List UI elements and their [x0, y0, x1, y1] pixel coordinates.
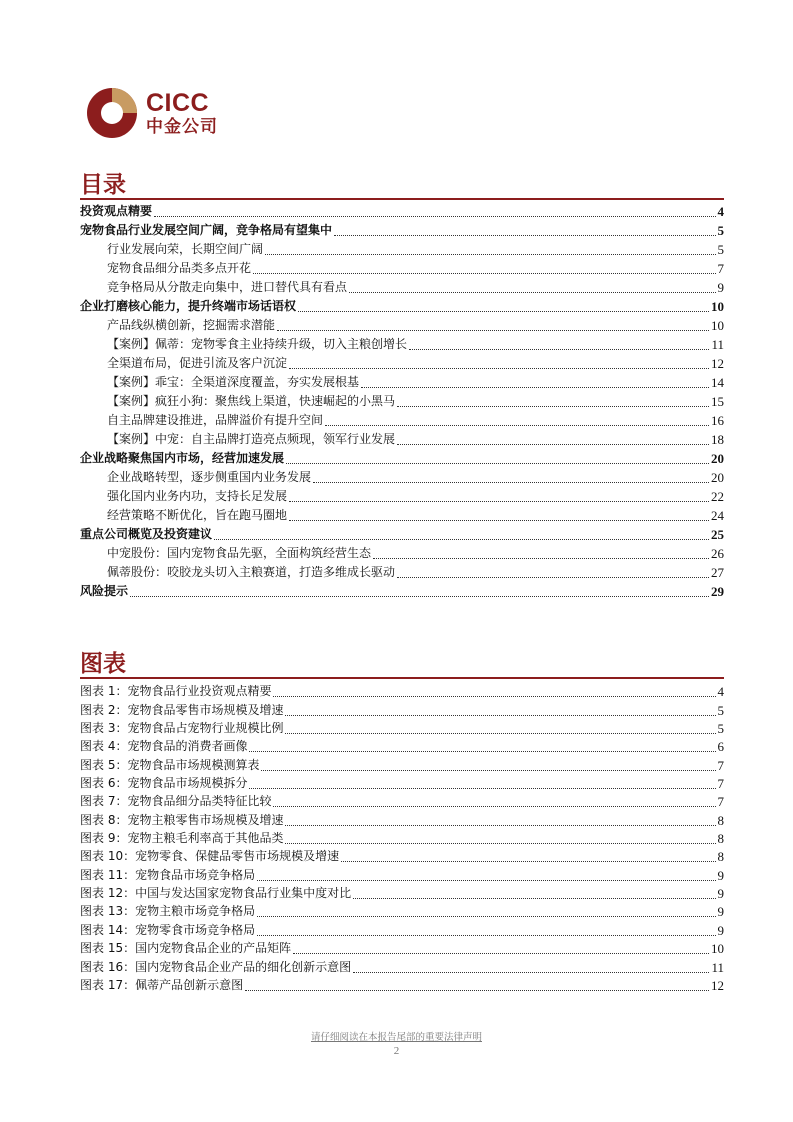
entry-label: 产品线纵横创新，挖掘需求潜能 [107, 318, 276, 332]
toc-chapter-entry[interactable] [80, 295, 724, 314]
entry-page-number: 26 [711, 546, 724, 561]
entry-label: 佩蒂股份：咬胶龙头切入主粮赛道，打造多维成长驱动 [107, 565, 396, 579]
toc-section-entry[interactable] [80, 485, 724, 504]
dot-leader [245, 989, 709, 991]
dot-leader [341, 860, 715, 862]
entry-label: 图表 15：国内宠物食品企业的产品矩阵 [80, 941, 292, 956]
toc-section-entry[interactable] [80, 542, 724, 561]
figure-list-entry[interactable] [80, 718, 724, 736]
entry-label: 行业发展向荣，长期空间广阔 [107, 242, 264, 256]
figure-list-entry[interactable] [80, 791, 724, 809]
dot-leader [273, 695, 715, 697]
entry-page-number: 9 [717, 867, 724, 883]
entry-label: 图表 4：宠物食品的消费者画像 [80, 739, 248, 754]
entry-page-number: 10 [711, 941, 724, 957]
entry-label: 企业战略聚焦国内市场，经营加速发展 [80, 451, 285, 465]
figure-list-entry[interactable] [80, 754, 724, 772]
dot-leader [130, 595, 709, 597]
entry-label: 自主品牌建设推进，品牌溢价有提升空间 [107, 413, 324, 427]
entry-label: 图表 12：中国与发达国家宠物食品行业集中度对比 [80, 886, 352, 901]
figures-title: 图表 [80, 651, 126, 677]
entry-label: 宠物食品行业发展空间广阔，竞争格局有望集中 [80, 223, 333, 237]
dot-leader [349, 291, 715, 293]
entry-page-number: 20 [711, 451, 724, 466]
cicc-logo-icon [86, 87, 138, 139]
dot-leader [265, 253, 715, 255]
figure-list-entry[interactable] [80, 975, 724, 993]
entry-page-number: 5 [717, 702, 724, 718]
entry-page-number: 7 [717, 794, 724, 810]
entry-label: 【案例】疯狂小狗：聚焦线上渠道，快速崛起的小黑马 [107, 394, 396, 408]
entry-page-number: 9 [717, 280, 724, 295]
entry-page-number: 18 [711, 432, 724, 447]
entry-page-number: 5 [717, 242, 724, 257]
entry-label: 宠物食品细分品类多点开花 [107, 261, 252, 275]
entry-page-number: 9 [717, 922, 724, 938]
toc-section-entry[interactable] [80, 466, 724, 485]
dot-leader [289, 500, 709, 502]
entry-page-number: 25 [711, 527, 724, 542]
entry-label: 图表 7：宠物食品细分品类特征比较 [80, 794, 272, 809]
toc-section-entry[interactable] [80, 257, 724, 276]
entry-label: 【案例】佩蒂：宠物零食主业持续升级，切入主粮创增长 [107, 337, 408, 351]
entry-page-number: 10 [711, 318, 724, 333]
entry-page-number: 11 [711, 337, 724, 352]
dot-leader [361, 386, 709, 388]
toc-chapter-entry[interactable] [80, 200, 724, 219]
entry-label: 图表 13：宠物主粮市场竞争格局 [80, 904, 256, 919]
entry-page-number: 7 [717, 776, 724, 792]
dot-leader [261, 769, 715, 771]
figures-title-rule [80, 677, 724, 679]
entry-label: 图表 11：宠物食品市场竞争格局 [80, 867, 256, 882]
toc-section-entry[interactable] [80, 504, 724, 523]
figure-list-entry[interactable] [80, 956, 724, 974]
entry-page-number: 11 [711, 959, 724, 975]
entry-label: 图表 3：宠物食品占宠物行业规模比例 [80, 721, 284, 736]
dot-leader [253, 272, 715, 274]
entry-label: 图表 2：宠物食品零售市场规模及增速 [80, 702, 284, 717]
cicc-logo [86, 87, 218, 139]
entry-page-number: 8 [717, 849, 724, 865]
toc-chapter-entry[interactable] [80, 447, 724, 466]
dot-leader [277, 329, 709, 331]
dot-leader [249, 787, 715, 789]
entry-page-number: 12 [711, 977, 724, 993]
dot-leader [397, 405, 709, 407]
entry-page-number: 8 [717, 831, 724, 847]
dot-leader [257, 934, 715, 936]
entry-label: 投资观点精要 [80, 204, 153, 218]
entry-label: 图表 14：宠物零食市场竞争格局 [80, 922, 256, 937]
dot-leader [273, 805, 715, 807]
toc-section-entry[interactable] [80, 371, 724, 390]
dot-leader [293, 952, 709, 954]
entry-page-number: 5 [717, 223, 724, 238]
dot-leader [214, 538, 709, 540]
entry-label: 强化国内业务内功，支持长足发展 [107, 489, 288, 503]
dot-leader [249, 750, 715, 752]
entry-label: 图表 10：宠物零食、保健品零售市场规模及增速 [80, 849, 340, 864]
entry-page-number: 14 [711, 375, 724, 390]
page-number: 2 [393, 1045, 400, 1057]
entry-page-number: 29 [711, 584, 724, 599]
toc-section-entry[interactable] [80, 238, 724, 257]
entry-page-number: 9 [717, 886, 724, 902]
dot-leader [285, 824, 715, 826]
entry-page-number: 8 [717, 812, 724, 828]
entry-label: 图表 6：宠物食品市场规模拆分 [80, 776, 248, 791]
figure-list-entry[interactable] [80, 736, 724, 754]
figure-list-entry[interactable] [80, 846, 724, 864]
dot-leader [285, 732, 715, 734]
entry-page-number: 9 [717, 904, 724, 920]
toc-chapter-entry[interactable] [80, 523, 724, 542]
entry-label: 图表 16：国内宠物食品企业产品的细化创新示意图 [80, 959, 352, 974]
dot-leader [289, 367, 709, 369]
entry-label: 企业打磨核心能力，提升终端市场话语权 [80, 299, 297, 313]
toc-section-entry[interactable] [80, 428, 724, 447]
toc-section-entry[interactable] [80, 333, 724, 352]
dot-leader [313, 481, 709, 483]
dot-leader [353, 897, 715, 899]
dot-leader [353, 971, 709, 973]
toc-chapter-entry[interactable] [80, 580, 724, 599]
entry-page-number: 10 [711, 299, 724, 314]
entry-page-number: 20 [711, 470, 724, 485]
entry-label: 图表 5：宠物食品市场规模测算表 [80, 757, 260, 772]
figure-list-entry[interactable] [80, 828, 724, 846]
entry-label: 图表 1：宠物食品行业投资观点精要 [80, 684, 272, 699]
entry-page-number: 15 [711, 394, 724, 409]
dot-leader [397, 443, 709, 445]
logo-english: CICC [146, 88, 210, 117]
figure-list-entry[interactable] [80, 681, 724, 699]
entry-label: 【案例】中宠：自主品牌打造亮点频现，领军行业发展 [107, 432, 396, 446]
toc-title: 目录 [80, 172, 126, 198]
entry-page-number: 16 [711, 413, 724, 428]
entry-label: 经营策略不断优化，旨在跑马圈地 [107, 508, 288, 522]
dot-leader [154, 215, 715, 217]
dot-leader [325, 424, 709, 426]
entry-label: 风险提示 [80, 584, 129, 598]
entry-label: 图表 17：佩蒂产品创新示意图 [80, 977, 244, 992]
entry-label: 全渠道布局，促进引流及客户沉淀 [107, 356, 288, 370]
dot-leader [334, 234, 715, 236]
entry-page-number: 22 [711, 489, 724, 504]
dot-leader [289, 519, 709, 521]
dot-leader [409, 348, 709, 350]
entry-page-number: 27 [711, 565, 724, 580]
toc-chapter-entry[interactable] [80, 219, 724, 238]
entry-label: 【案例】乖宝：全渠道深度覆盖，夯实发展根基 [107, 375, 360, 389]
toc-section-entry[interactable] [80, 314, 724, 333]
dot-leader [257, 879, 715, 881]
figure-list-entry[interactable] [80, 883, 724, 901]
dot-leader [286, 462, 709, 464]
figure-list-entry[interactable] [80, 938, 724, 956]
logo-chinese: 中金公司 [146, 116, 218, 137]
toc-section-entry[interactable] [80, 352, 724, 371]
entry-page-number: 5 [717, 721, 724, 737]
entry-label: 企业战略转型，逐步侧重国内业务发展 [107, 470, 312, 484]
figure-list-entry[interactable] [80, 809, 724, 827]
toc-section-entry[interactable] [80, 276, 724, 295]
toc-section-entry[interactable] [80, 409, 724, 428]
entry-label: 重点公司概览及投资建议 [80, 527, 213, 541]
dot-leader [285, 842, 715, 844]
entry-page-number: 4 [717, 684, 724, 700]
dot-leader [257, 915, 715, 917]
entry-label: 图表 9：宠物主粮毛利率高于其他品类 [80, 831, 284, 846]
entry-page-number: 7 [717, 757, 724, 773]
dot-leader [397, 576, 709, 578]
toc-section-entry[interactable] [80, 390, 724, 409]
entry-page-number: 6 [717, 739, 724, 755]
dot-leader [373, 557, 709, 559]
entry-page-number: 24 [711, 508, 724, 523]
entry-page-number: 4 [717, 204, 724, 219]
toc-list [80, 200, 724, 599]
entry-label: 中宠股份：国内宠物食品先驱，全面构筑经营生态 [107, 546, 372, 560]
dot-leader [285, 714, 715, 716]
legal-notice[interactable]: 请仔细阅读在本报告尾部的重要法律声明 [310, 1032, 482, 1043]
figure-list-entry[interactable] [80, 864, 724, 882]
entry-page-number: 12 [711, 356, 724, 371]
figures-list [80, 681, 724, 993]
figure-list-entry[interactable] [80, 901, 724, 919]
figure-list-entry[interactable] [80, 919, 724, 937]
entry-label: 图表 8：宠物主粮零售市场规模及增速 [80, 812, 284, 827]
entry-page-number: 7 [717, 261, 724, 276]
figure-list-entry[interactable] [80, 699, 724, 717]
dot-leader [298, 310, 709, 312]
toc-section-entry[interactable] [80, 561, 724, 580]
figure-list-entry[interactable] [80, 773, 724, 791]
entry-label: 竞争格局从分散走向集中，进口替代具有看点 [107, 280, 348, 294]
